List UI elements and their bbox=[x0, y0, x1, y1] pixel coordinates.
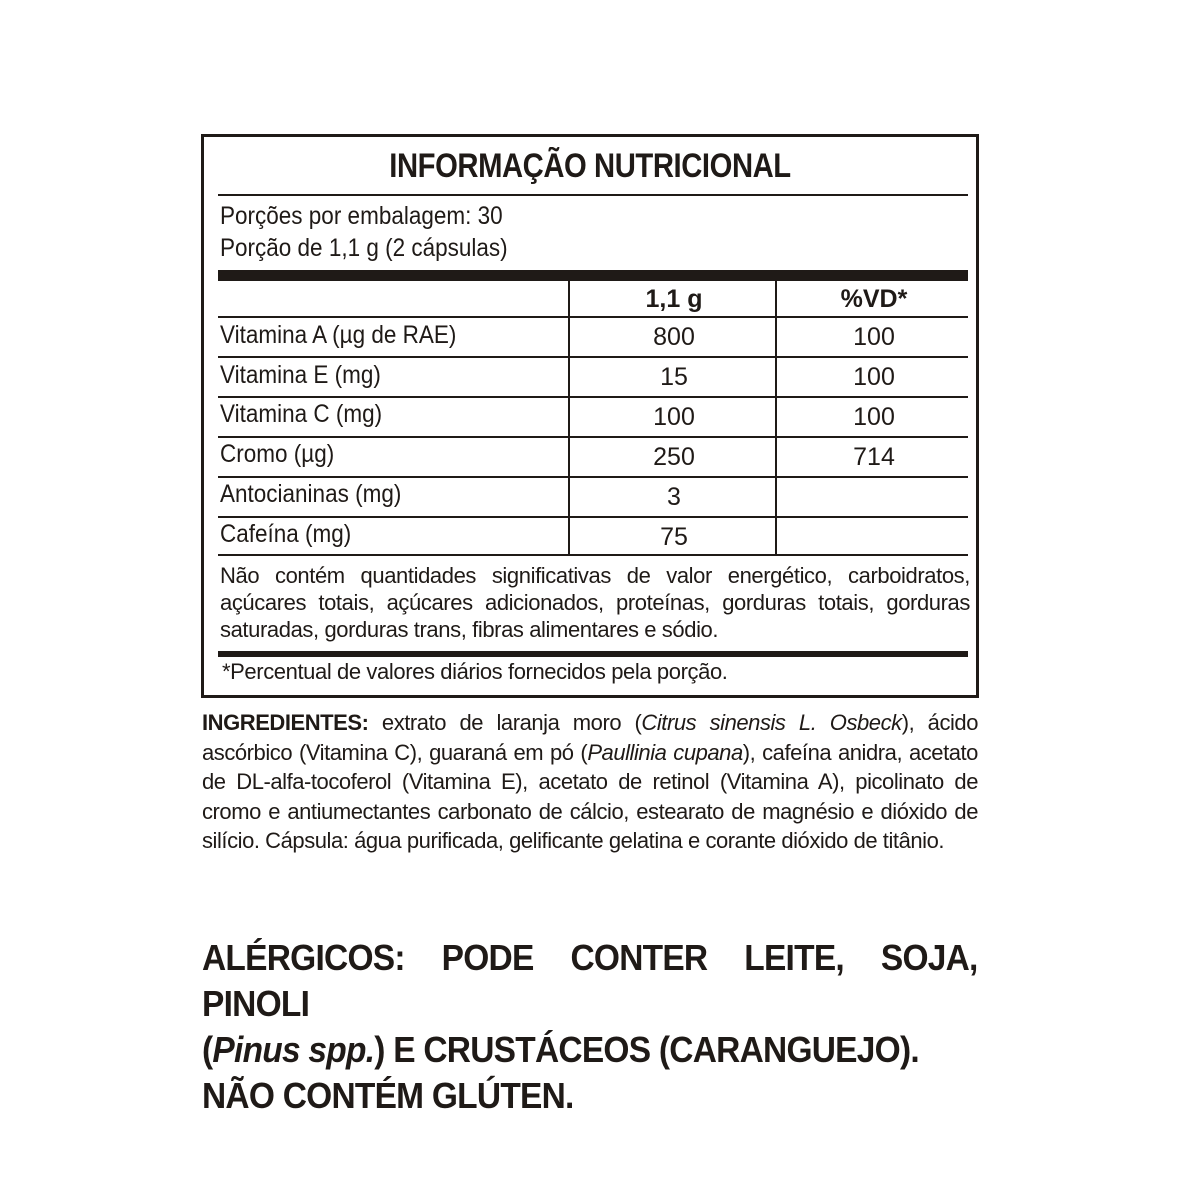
column-header-amount: 1,1 g bbox=[645, 285, 703, 313]
allergen-text: ) E CRUSTÁCEOS (CARANGUEJO). bbox=[374, 1029, 919, 1070]
gluten-statement: NÃO CONTÉM GLÚTEN. bbox=[202, 1075, 574, 1116]
ingredients-label: INGREDIENTES: bbox=[202, 710, 369, 735]
divider-thick bbox=[218, 651, 968, 657]
ingredients-scientific-name: Paullinia cupana bbox=[587, 739, 743, 765]
ingredients-text: ), cafeína anidra, acetato de DL-alfa-tocoferol (Vitamina E), acetato de retinol (Vitamina A), picolinato de cromo e antiumectantes carbonato de cálcio, estearato de magnésio e dióxido de silício. Cápsula: água purificada, gelificante gelatina e corante dióxido de titânio. bbox=[202, 739, 978, 853]
table-title: INFORMAÇÃO NUTRICIONAL bbox=[389, 147, 791, 185]
allergen-text: ( bbox=[202, 1029, 213, 1070]
nutrient-name: Vitamina C (mg) bbox=[220, 400, 383, 428]
nutrient-name: Vitamina A (µg de RAE) bbox=[220, 321, 457, 349]
row-divider bbox=[218, 396, 968, 398]
nutrient-name: Cafeína (mg) bbox=[220, 520, 352, 548]
daily-value-footnote: *Percentual de valores diários fornecidos pela porção. bbox=[222, 659, 728, 684]
no-significant-amounts-note: Não contém quantidades significativas de valor energético, carboidratos, açúcares totais, açúcares adicionados, proteínas, gorduras totais, gorduras saturadas, gorduras trans, fibras alimentares e sódio. bbox=[220, 563, 970, 642]
nutrient-amount: 3 bbox=[667, 483, 681, 511]
row-divider bbox=[218, 516, 968, 518]
row-divider bbox=[218, 436, 968, 438]
nutrient-amount: 250 bbox=[653, 443, 695, 471]
ingredients-text: extrato de laranja moro ( bbox=[368, 710, 642, 735]
allergen-warning bbox=[202, 935, 978, 1119]
ingredients-scientific-name: Citrus sinensis L. Osbeck bbox=[641, 710, 902, 735]
nutrient-name: Antocianinas (mg) bbox=[220, 480, 402, 508]
serving-size: Porção de 1,1 g (2 cápsulas) bbox=[220, 234, 508, 262]
allergen-line bbox=[202, 1027, 924, 1073]
nutrient-name: Vitamina E (mg) bbox=[220, 361, 381, 389]
row-divider bbox=[218, 554, 968, 556]
nutrient-amount: 800 bbox=[653, 323, 695, 351]
nutrient-dv: 100 bbox=[853, 363, 895, 391]
ingredients-paragraph bbox=[202, 708, 978, 856]
nutrient-name: Cromo (µg) bbox=[220, 440, 335, 468]
allergen-line: ALÉRGICOS: PODE CONTER LEITE, SOJA, PINOLI bbox=[202, 937, 978, 1024]
divider-thin bbox=[218, 194, 968, 196]
row-divider bbox=[218, 356, 968, 358]
divider-thick bbox=[218, 270, 968, 281]
nutrient-amount: 15 bbox=[660, 363, 688, 391]
column-separator bbox=[568, 281, 570, 556]
allergen-scientific-name: Pinus spp. bbox=[212, 1029, 375, 1070]
nutrient-amount: 100 bbox=[653, 403, 695, 431]
nutrient-dv: 714 bbox=[853, 443, 895, 471]
nutrient-dv: 100 bbox=[853, 323, 895, 351]
column-header-dv: %VD* bbox=[840, 285, 908, 313]
servings-per-package: Porções por embalagem: 30 bbox=[220, 202, 503, 230]
row-divider bbox=[218, 316, 968, 318]
row-divider bbox=[218, 476, 968, 478]
ingredients-text: ), ácido ascórbico (Vitamina C), guaraná em pó ( bbox=[202, 710, 978, 765]
nutrition-facts-table bbox=[201, 134, 979, 698]
nutrient-dv: 100 bbox=[853, 403, 895, 431]
nutrient-amount: 75 bbox=[660, 523, 688, 551]
